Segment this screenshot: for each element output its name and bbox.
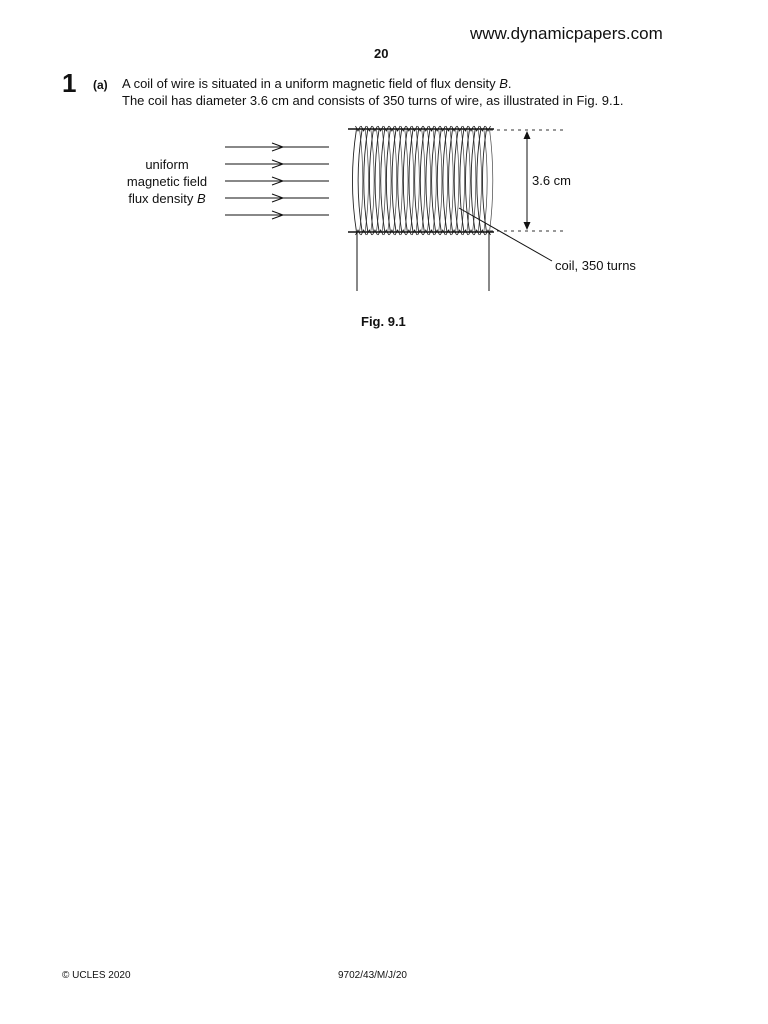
coil-turn-back — [490, 129, 493, 232]
field-label-text: flux density — [128, 191, 197, 206]
website-url: www.dynamicpapers.com — [470, 24, 663, 43]
flux-symbol: B — [499, 76, 508, 91]
page-number: 20 — [374, 46, 389, 61]
figure-caption: Fig. 9.1 — [361, 314, 406, 329]
field-label-line-3 — [100, 190, 234, 207]
copyright: © UCLES 2020 — [62, 970, 131, 981]
question-text-line-2: The coil has diameter 3.6 cm and consists of 350 turns of wire, as illustrated in Fig. 9.1. — [122, 93, 624, 108]
dimension-arrow-down — [524, 222, 531, 230]
coil-turn — [352, 129, 356, 232]
field-label — [100, 156, 234, 207]
diameter-label: 3.6 cm — [532, 173, 572, 188]
field-label-symbol: B — [196, 191, 206, 206]
field-label-line-1: uniform — [145, 157, 189, 172]
question-number: 1 — [62, 68, 77, 98]
question-text-1: A coil of wire is situated in a uniform magnetic field of flux density — [122, 76, 500, 91]
question-part: (a) — [93, 78, 108, 92]
question-text-1-end: . — [507, 76, 512, 91]
paper-code: 9702/43/M/J/20 — [338, 970, 407, 981]
coil-label: coil, 350 turns — [555, 258, 636, 273]
field-lines — [225, 143, 329, 219]
dimension-arrow-up — [524, 131, 531, 139]
field-label-line-2: magnetic field — [126, 174, 208, 189]
coil-drawing — [348, 126, 494, 291]
